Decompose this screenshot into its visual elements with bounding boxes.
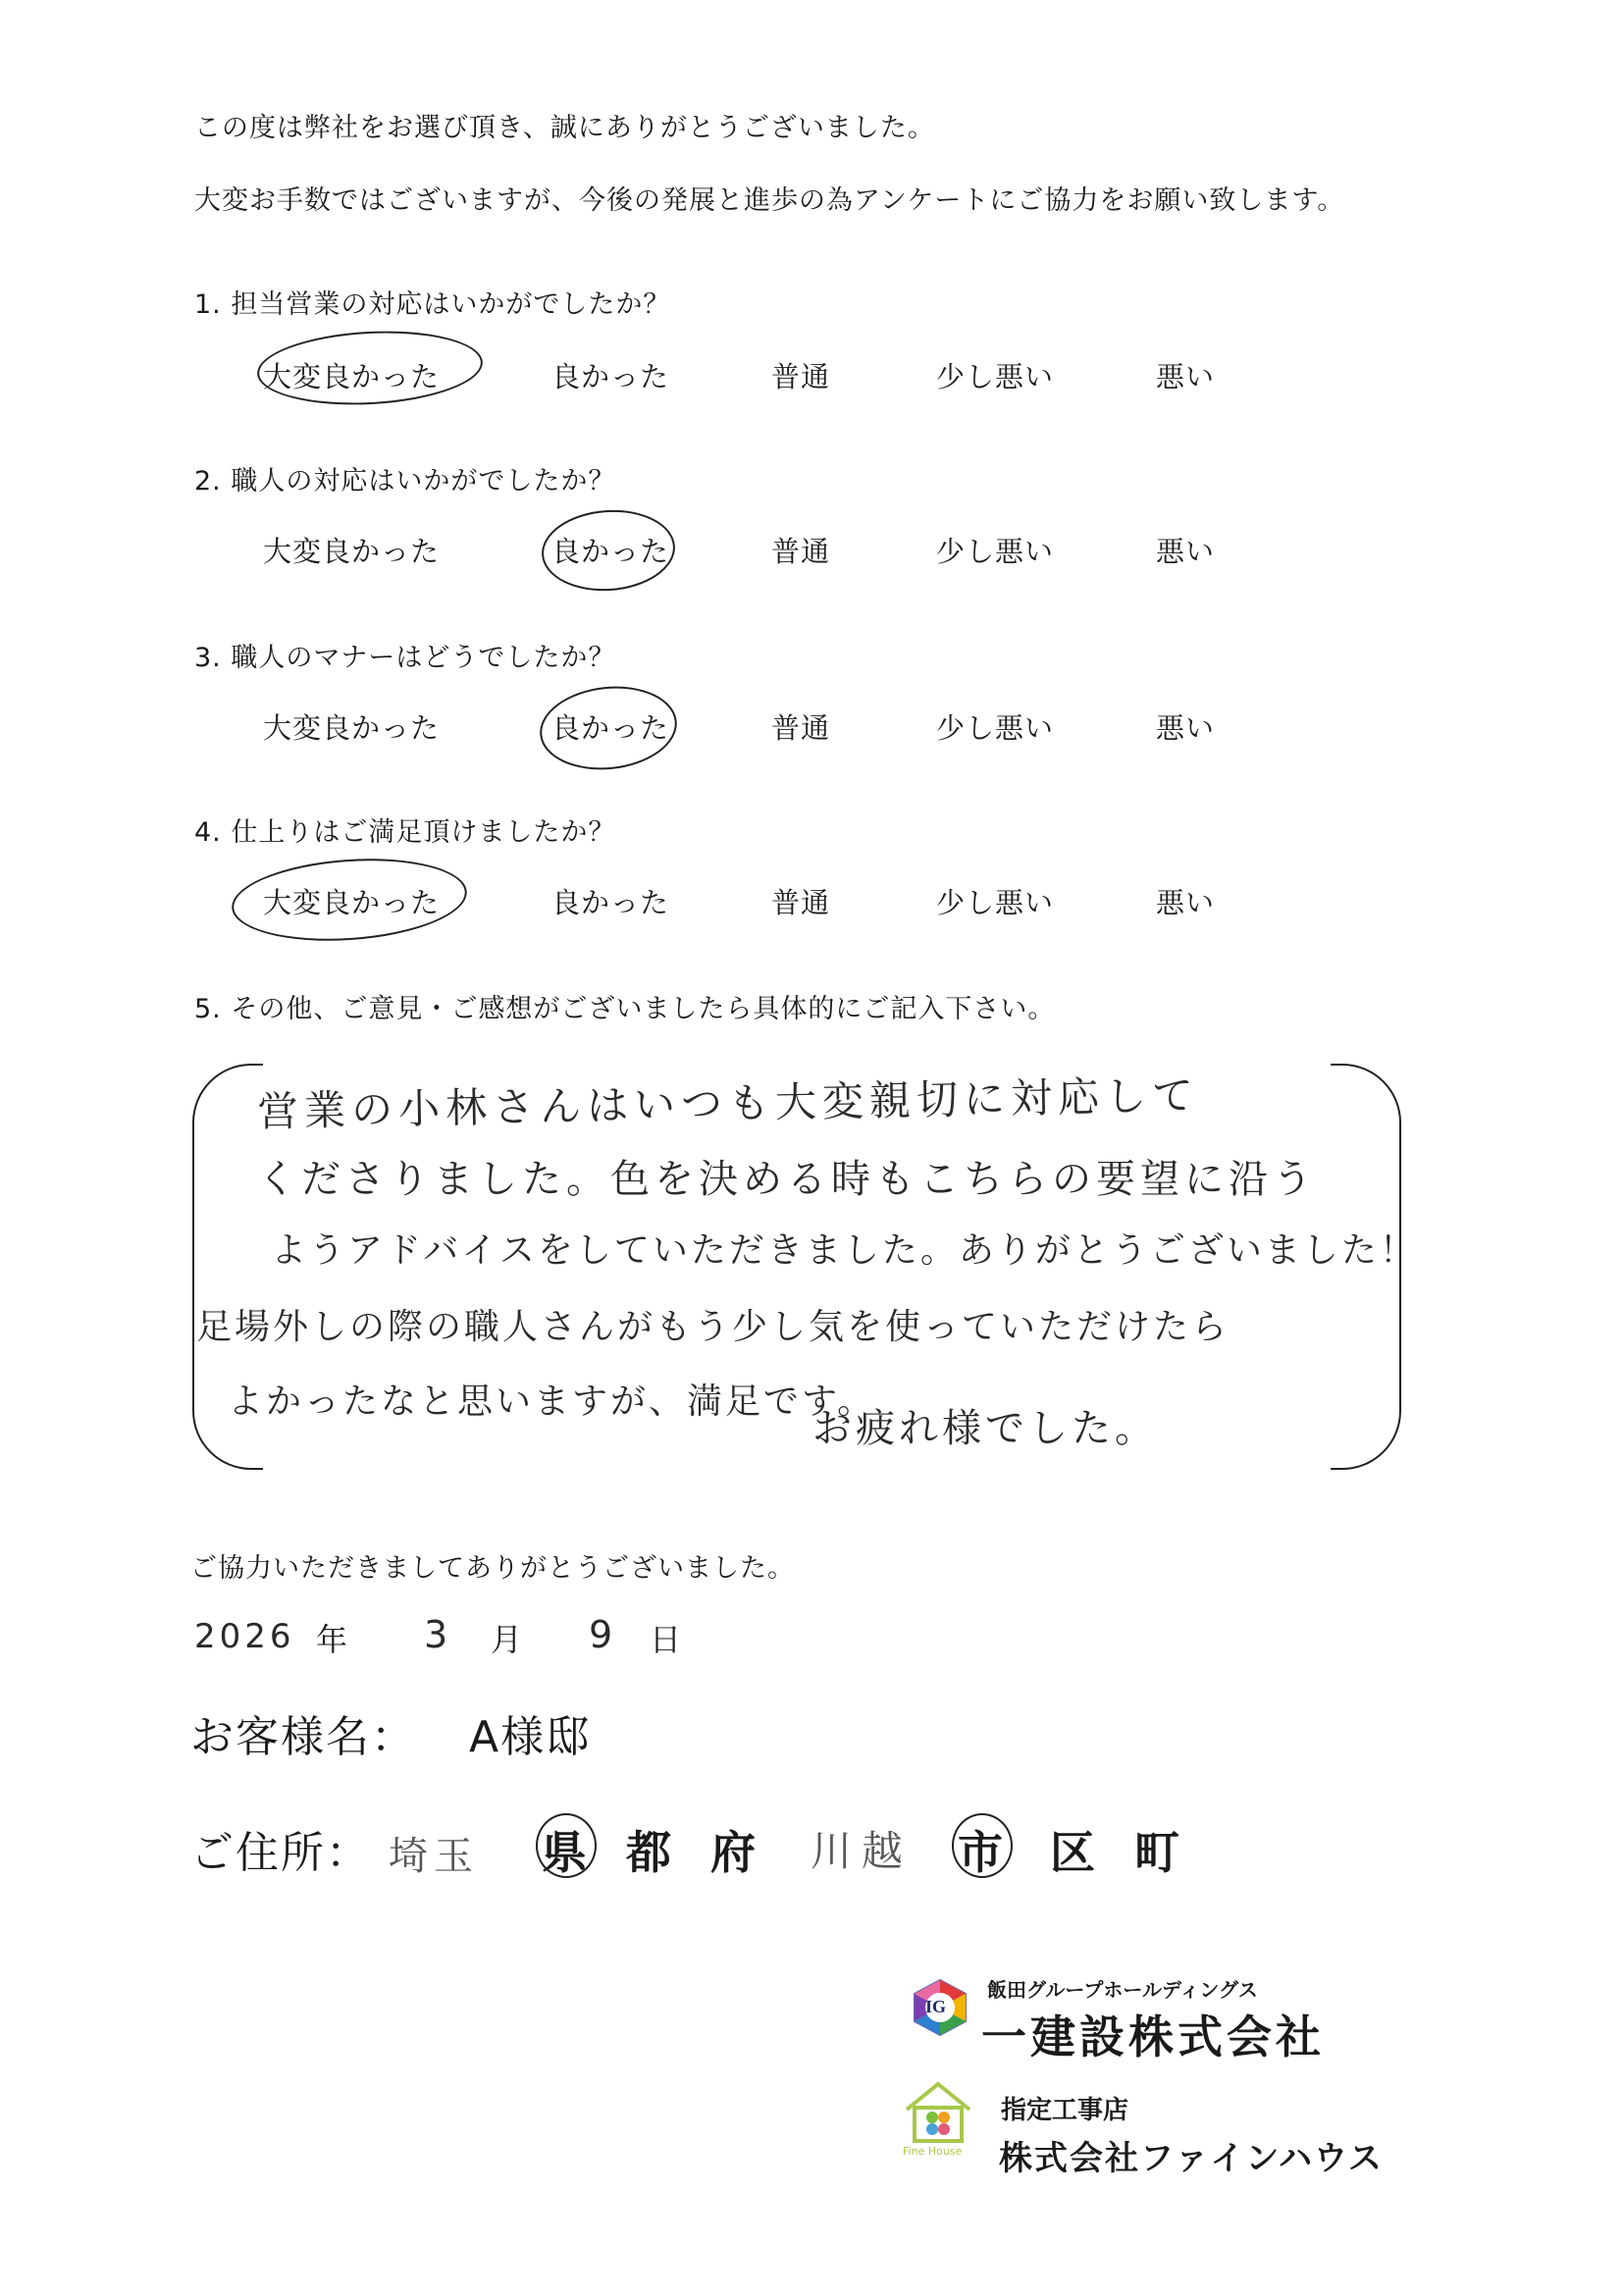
q3-selection-circle: [536, 680, 681, 776]
date-day-unit: 日: [650, 1621, 682, 1658]
customer-name-value[interactable]: A様邸: [469, 1712, 592, 1762]
comment-line-3: ようアドバイスをしていただきました。ありがとうございました！: [271, 1230, 1418, 1271]
q2-option-slightly-bad[interactable]: 少し悪い: [936, 535, 1055, 568]
address-label: ご住所：: [190, 1828, 371, 1878]
q4-option-bad[interactable]: 悪い: [1156, 886, 1216, 919]
partner-company-name: 株式会社ファインハウス: [999, 2139, 1384, 2178]
thanks-message: ご協力いただきましてありがとうございました。: [190, 1553, 795, 1584]
q2-option-very-good[interactable]: 大変良かった: [263, 535, 441, 568]
comment-line-5: よかったなと思いますが、満足です。: [228, 1382, 876, 1422]
q3-option-normal[interactable]: 普通: [771, 711, 831, 745]
q4-option-very-good[interactable]: 大変良かった: [263, 886, 441, 919]
fine-house-logo-icon: [899, 2078, 977, 2161]
intro-line-2: 大変お手数ではございますが、今後の発展と進歩の為アンケートにご協力をお願い致します。: [194, 185, 1345, 216]
address-prefecture[interactable]: 埼玉: [389, 1834, 479, 1879]
address-unit-cho[interactable]: 町: [1134, 1826, 1181, 1879]
q4-option-normal[interactable]: 普通: [771, 886, 831, 919]
q3-option-bad[interactable]: 悪い: [1156, 711, 1216, 745]
q2-option-normal[interactable]: 普通: [771, 535, 831, 568]
address-ken-selection-circle: [536, 1813, 597, 1878]
question-1-label: 1. 担当営業の対応はいかがでしたか？: [194, 289, 671, 320]
q1-option-very-good[interactable]: 大変良かった: [263, 360, 441, 393]
question-3-label: 3. 職人のマナーはどうでしたか？: [194, 643, 616, 673]
date-month-unit: 月: [491, 1621, 523, 1658]
question-4-label: 4. 仕上りはご満足頂けましたか？: [194, 817, 616, 848]
question-2-label: 2. 職人の対応はいかがでしたか？: [194, 466, 616, 496]
address-unit-ken[interactable]: 県: [542, 1826, 589, 1879]
date-month-value[interactable]: 3: [424, 1613, 454, 1656]
q3-option-slightly-bad[interactable]: 少し悪い: [936, 711, 1055, 745]
q4-option-good[interactable]: 良かった: [551, 886, 670, 919]
q2-selection-circle: [539, 505, 677, 595]
q2-option-good[interactable]: 良かった: [551, 535, 670, 568]
fine-house-logo-text: Fine House: [903, 2145, 963, 2158]
address-city[interactable]: 川越: [811, 1827, 914, 1875]
q4-option-slightly-bad[interactable]: 少し悪い: [936, 886, 1055, 919]
q4-selection-circle: [229, 852, 469, 949]
q1-option-good[interactable]: 良かった: [551, 360, 670, 393]
comment-line-2: くださりました。色を決める時もこちらの要望に沿う: [257, 1157, 1317, 1202]
date-year-unit: 年: [316, 1621, 348, 1658]
date-day-value[interactable]: 9: [589, 1613, 619, 1656]
comment-line-1: 営業の小林さんはいつも大変親切に対応して: [256, 1070, 1200, 1136]
q1-option-slightly-bad[interactable]: 少し悪い: [936, 360, 1055, 393]
group-name: 飯田グループホールディングス: [987, 1978, 1258, 2002]
q3-option-very-good[interactable]: 大変良かった: [263, 711, 441, 745]
q1-selection-circle: [255, 326, 485, 410]
q3-option-good[interactable]: 良かった: [551, 711, 670, 745]
company-name: 一建設株式会社: [981, 2010, 1325, 2063]
customer-name-label: お客様名：: [190, 1712, 416, 1762]
ig-logo-text: IG: [925, 1997, 947, 2016]
q2-option-bad[interactable]: 悪い: [1156, 535, 1216, 568]
q1-option-bad[interactable]: 悪い: [1156, 360, 1216, 393]
q1-option-normal[interactable]: 普通: [771, 360, 831, 393]
address-unit-shi[interactable]: 市: [958, 1826, 1005, 1879]
address-shi-selection-circle: [952, 1813, 1013, 1878]
question-5-label: 5. その他、ご意見・ご感想がございましたら具体的にご記入下さい。: [194, 994, 1056, 1024]
address-unit-to[interactable]: 都: [626, 1826, 673, 1879]
address-unit-fu[interactable]: 府: [710, 1826, 758, 1879]
comment-line-4: 足場外しの際の職人さんがもう少し気を使っていただけたら: [196, 1307, 1230, 1347]
designated-label: 指定工事店: [1001, 2096, 1129, 2125]
intro-line-1: この度は弊社をお選び頂き、誠にありがとうございました。: [194, 113, 935, 143]
comment-line-6: お疲れ様でした。: [812, 1406, 1158, 1451]
date-year-value[interactable]: 2026: [194, 1617, 295, 1656]
address-unit-ku[interactable]: 区: [1050, 1826, 1097, 1879]
ig-logo-icon: [911, 1978, 969, 2037]
